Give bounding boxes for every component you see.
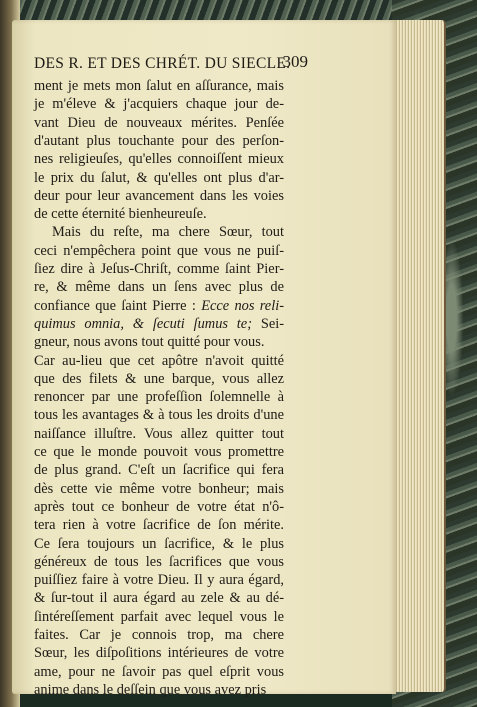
running-header: DES R. ET DES CHRÉT. DU SIECLE.: [34, 55, 291, 72]
page-number: 309: [282, 52, 308, 71]
text-line: faites. Car je connois trop, ma chere: [34, 627, 284, 643]
text-line: le prix du ſalut, & qu'elles ont plus d'ar-: [34, 169, 284, 186]
text-line: d'autant plus touchante pour des perſon-: [34, 132, 284, 149]
page-block-edges: [392, 20, 446, 692]
text-line: quimus omnia, & ſecuti ſumus te; Sei-: [34, 315, 285, 332]
text-line: tera rien à votre ſacrifice de ſon mérite.: [34, 517, 284, 534]
text-line: vant Dieu de nouveaux mérites. Penſée: [34, 114, 284, 131]
text-line: dès cette vie même votre bonheur; mais: [34, 480, 284, 497]
text-line: naiſſance illuſtre. Vous allez quitter tout: [34, 425, 284, 442]
text-line: ment je mets mon ſalut en aſſurance, mais: [34, 78, 284, 94]
latin-quotation: Ecce nos reli-: [201, 297, 284, 314]
text-line: généreux de tous les ſacrifices que vous: [34, 553, 284, 570]
text-line: ſintéreſſement parfait avec lequel vous le: [34, 608, 284, 625]
text-line: que des filets & une barque, vous allez: [34, 370, 284, 387]
text-line: de plus grand. C'eſt un ſacrifice qui fera: [34, 462, 284, 479]
text-line: de cette éternité bienheureuſe.: [34, 206, 207, 223]
text-line: anime dans le deſſein que vous avez pris: [34, 681, 267, 698]
text-line: ame, pour ne ſavoir pas quel eſprit vous: [34, 663, 284, 680]
text-line: ceci n'empêchera point que vous ne puiſ-: [34, 242, 284, 259]
text-line: & ſur-tout il aura égard au zele & au dé-: [34, 590, 284, 607]
text-line: deur pour leur avancement dans les voies: [34, 187, 284, 204]
text-line: ſiez dire à Jeſus-Chriſt, comme ſaint Pier-: [34, 261, 284, 277]
text-line: nes religieuſes, qu'elles connoiſſent mieux: [34, 151, 284, 168]
text-line: confiance que ſaint Pierre : Ecce nos reli-: [34, 297, 284, 314]
text-line: Ce ſera toujours un ſacrifice, & le plus: [34, 535, 284, 552]
text-line: après tout ce bonheur de votre état n'ô-: [34, 498, 284, 515]
text-line: renoncer par une profeſſion ſolemnelle à: [34, 389, 284, 406]
text-line: puiſſiez faire à votre Dieu. Il y aura égard,: [34, 572, 284, 589]
text-line: Car au-lieu que cet apôtre n'avoit quitté: [34, 352, 284, 369]
text-line: gneur, nous avons tout quitté pour vous.: [34, 334, 265, 351]
latin-quotation: quimus omnia, & ſecuti ſumus te;: [34, 315, 252, 332]
text-line: je m'éleve & j'acquiers chaque jour de-: [34, 96, 284, 113]
text-line: Sœur, les diſpoſitions intérieures de votre: [34, 645, 284, 662]
text-line: tous les avantages & à tous les droits d'une: [34, 407, 284, 424]
text-line: ce que le monde pouvoit vous promettre: [34, 444, 284, 460]
text-line: re, & même dans un ſens avec plus de: [34, 279, 284, 296]
text-line: Mais du reſte, ma chere Sœur, tout: [52, 224, 284, 241]
